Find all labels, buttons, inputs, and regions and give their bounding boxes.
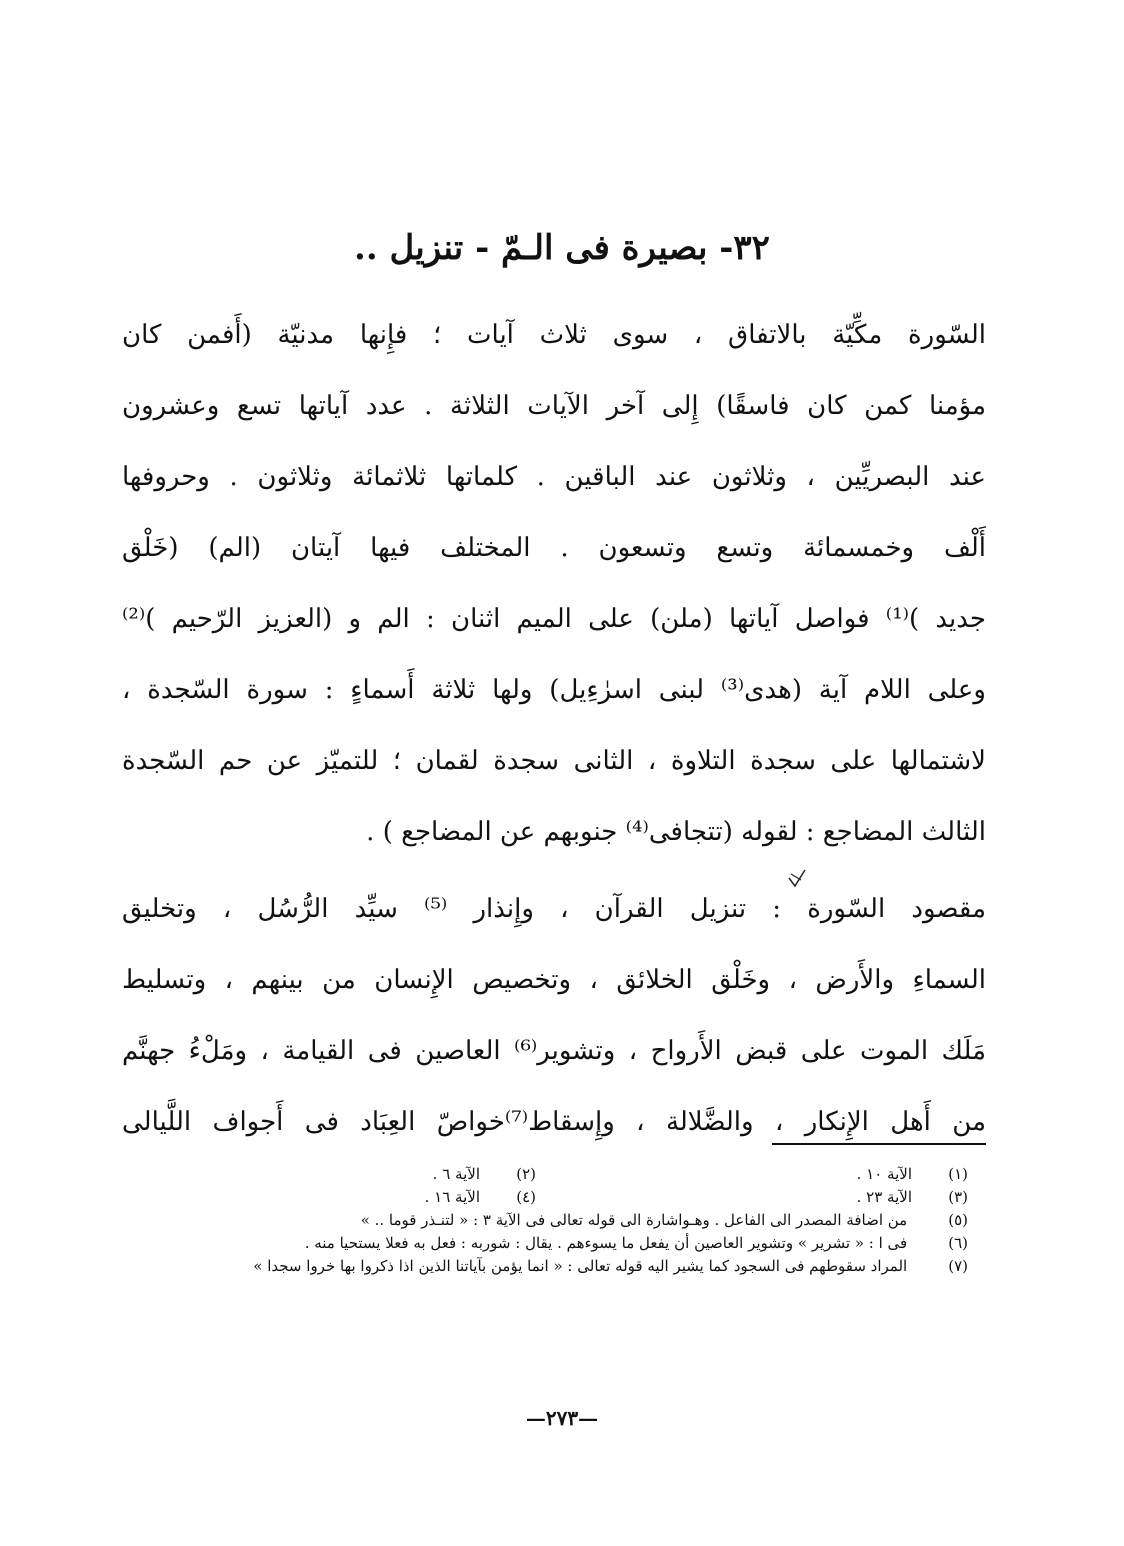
footnote-text: الآية ٢٣ . — [856, 1188, 912, 1206]
footnote-number: (٣) — [948, 1188, 968, 1206]
text-line: مقصود السّورة : تنزيل القرآن ، وإِنذار ⁽⁵⁾ سيِّد الرُّسُل ، وتخليق — [122, 894, 986, 924]
page-title: ٣٢- بصيرة فى الـمّ - تنزيل .. — [354, 228, 770, 268]
page-number: —٢٧٣— — [525, 1406, 599, 1430]
footnote-number: (٧) — [948, 1257, 968, 1275]
footnote-number: (٤) — [516, 1188, 536, 1206]
footnote-number: (٥) — [948, 1211, 968, 1229]
footnote-number: (٢) — [516, 1165, 536, 1183]
footnote-item — [122, 1163, 554, 1186]
footnote-text: من اضافة المصدر الى الفاعل . وهـواشارة الى قوله تعالى فى الآية ٣ : « لتنـذر قوما .. » — [360, 1211, 908, 1229]
footnote-row — [122, 1186, 986, 1209]
text-line: جديد )⁽¹⁾ فواصل آياتها (ملن) على الميم اثنان : الم و (العزيز الرّحيم )⁽²⁾ — [122, 604, 986, 634]
text-line: السماءِ والأَرض ، وخَلْق الخلائق ، وتخصيص الإِنسان من بينهم ، وتسليط — [122, 965, 986, 995]
footnote-number: (١) — [948, 1165, 968, 1183]
footnotes — [122, 1163, 986, 1278]
text-line: وعلى اللام آية (هدى⁽³⁾ لبنى اسرٰءِيل) ولها ثلاثة أَسماءٍ : سورة السّجدة ، — [122, 675, 986, 705]
footnote-item — [554, 1186, 986, 1209]
footnote-item — [122, 1209, 986, 1232]
text-line: لاشتمالها على سجدة التلاوة ، الثانى سجدة لقمان ؛ للتميّز عن حم السّجدة — [122, 746, 986, 776]
footnote-text: فى ا : « تشرير » وتشوير العاصين أن يفعل ما يسوءهم . يقال : شوربه : فعل به فعلا يستحيا منه . — [304, 1234, 908, 1252]
body-text — [122, 300, 986, 1158]
footnote-row — [122, 1163, 986, 1186]
text-line: عند البصريِّين ، وثلاثون عند الباقين . كلماتها ثلاثمائة وثلاثون . وحروفها — [122, 462, 986, 492]
text-line: مَلَك الموت على قبض الأَرواح ، وتشوير⁽⁶⁾ العاصين فى القيامة ، ومَلْءُ جهنَّم — [122, 1036, 986, 1066]
footnote-item — [122, 1232, 986, 1255]
text-line: من أَهل الإِنكار ، والضَّلالة ، وإِسقاط⁽⁷⁾خواصّ العِبَاد فى أَجواف اللَّيالى — [122, 1107, 986, 1137]
footnote-text: الآية ١٠ . — [856, 1165, 912, 1183]
footnote-text: المراد سقوطهم فى السجود كما يشير اليه قوله تعالى : « انما يؤمن بآياتنا الذين اذا ذكروا بها خروا سجدا » — [253, 1257, 908, 1275]
footnote-separator — [772, 1143, 986, 1145]
text-line: مؤمنا كمن كان فاسقًا) إِلى آخر الآيات الثلاثة . عدد آياتها تسع وعشرون — [122, 391, 986, 421]
footnote-text: الآية ٦ . — [432, 1165, 480, 1183]
footnote-item — [122, 1255, 986, 1278]
footnote-item — [554, 1163, 986, 1186]
text-line: الثالث المضاجع : لقوله (تتجافى⁽⁴⁾ جنوبهم عن المضاجع ) . — [366, 817, 986, 847]
text-line: السّورة مكِّيّة بالاتفاق ، سوى ثلاث آيات ؛ فإِنها مدنيّة (أَفمن كان — [122, 320, 986, 350]
text-line: أَلْف وخمسمائة وتسع وتسعون . المختلف فيها آيتان (الم) (خَلْق — [122, 533, 986, 563]
footnote-number: (٦) — [948, 1234, 968, 1252]
footnote-text: الآية ١٦ . — [424, 1188, 480, 1206]
pen-check-mark — [785, 866, 809, 890]
footnote-item — [122, 1186, 554, 1209]
